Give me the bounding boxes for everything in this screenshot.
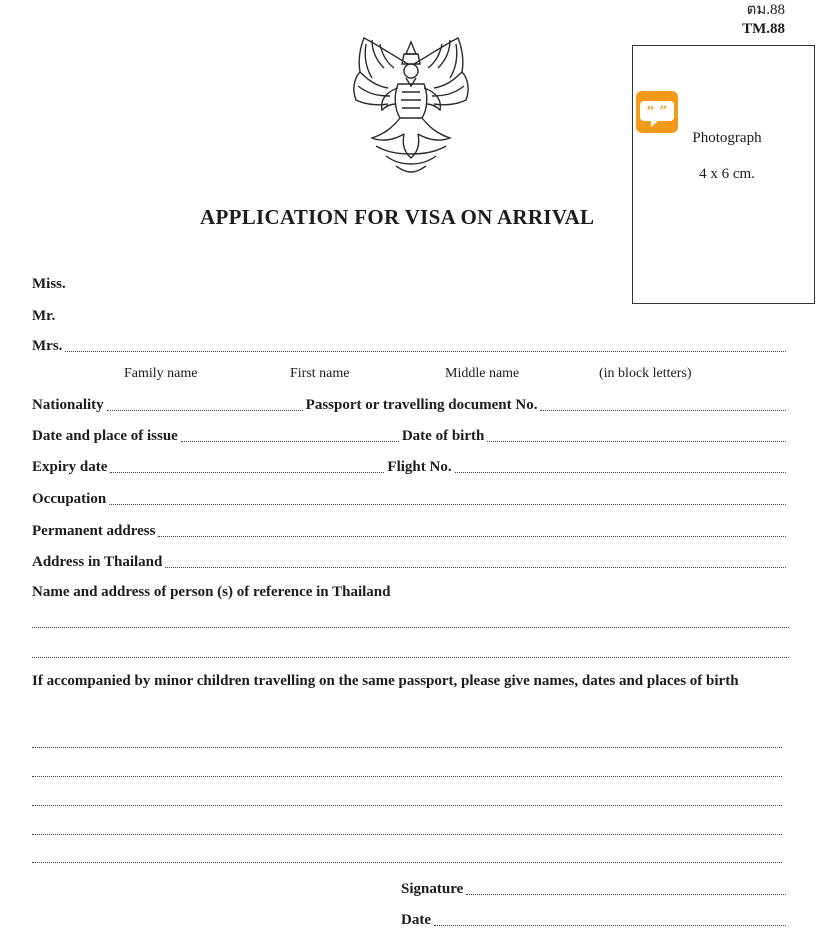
issue-row: [32, 427, 789, 445]
nationality-input[interactable]: [107, 409, 303, 411]
passport-input[interactable]: [540, 409, 786, 411]
first-name-label: First name: [290, 366, 350, 381]
permanent-address-input[interactable]: [158, 535, 786, 537]
occupation-row: [32, 490, 789, 508]
children-line-2[interactable]: [32, 775, 782, 777]
comment-bubble-icon: [636, 91, 678, 133]
flight-no-input[interactable]: [455, 471, 786, 473]
address-thailand-input[interactable]: [165, 566, 786, 568]
photo-label: Photograph: [692, 130, 762, 146]
date-of-birth-label: Date of birth: [401, 428, 485, 444]
expiry-date-input[interactable]: [110, 471, 384, 473]
middle-name-label: Middle name: [445, 366, 520, 381]
title-miss: Miss.: [32, 276, 66, 292]
date-label: Date: [401, 912, 431, 928]
form-title: APPLICATION FOR VISA ON ARRIVAL: [200, 205, 595, 229]
permanent-address-label: Permanent address: [32, 523, 156, 539]
passport-label: Passport or travelling document No.: [305, 397, 538, 413]
address-thailand-row: [32, 553, 789, 571]
svg-text:“ ”: “ ”: [646, 104, 668, 120]
form-code-english: TM.88: [742, 21, 785, 37]
children-line-1[interactable]: [32, 746, 782, 748]
name-row: [32, 337, 789, 355]
signature-label: Signature: [401, 881, 464, 897]
title-mr: Mr.: [32, 308, 56, 324]
reference-person-label: Name and address of person (s) of reference in Thailand: [32, 584, 391, 600]
name-input[interactable]: [65, 350, 786, 352]
children-line-3[interactable]: [32, 804, 782, 806]
signature-row: [401, 880, 789, 898]
expiry-date-label: Expiry date: [32, 459, 108, 475]
occupation-input[interactable]: [109, 503, 786, 505]
date-row: [401, 911, 789, 929]
permanent-address-row: [32, 522, 789, 540]
reference-line-1[interactable]: [32, 626, 789, 628]
photo-box: [632, 45, 815, 304]
garuda-emblem-icon: [346, 34, 476, 174]
date-input[interactable]: [434, 924, 786, 926]
photo-size: 4 x 6 cm.: [699, 166, 755, 182]
nationality-label: Nationality: [32, 397, 104, 413]
family-name-label: Family name: [124, 366, 198, 381]
form-code-thai: ตม.88: [746, 2, 785, 18]
date-place-issue-label: Date and place of issue: [32, 428, 178, 444]
occupation-label: Occupation: [32, 491, 107, 507]
reference-line-2[interactable]: [32, 656, 789, 658]
children-line-5[interactable]: [32, 861, 782, 863]
date-place-issue-input[interactable]: [181, 440, 399, 442]
signature-input[interactable]: [466, 893, 786, 895]
nationality-row: [32, 396, 789, 414]
title-mrs: Mrs.: [32, 338, 63, 354]
flight-no-label: Flight No.: [387, 459, 452, 475]
minor-children-label: If accompanied by minor children travelling on the same passport, please give names, dates and places of birth: [32, 673, 739, 689]
address-thailand-label: Address in Thailand: [32, 554, 163, 570]
block-letters-note: (in block letters): [599, 366, 692, 381]
children-line-4[interactable]: [32, 833, 782, 835]
comment-bubble-icon[interactable]: [636, 91, 678, 133]
expiry-row: [32, 458, 789, 476]
date-of-birth-input[interactable]: [487, 440, 786, 442]
